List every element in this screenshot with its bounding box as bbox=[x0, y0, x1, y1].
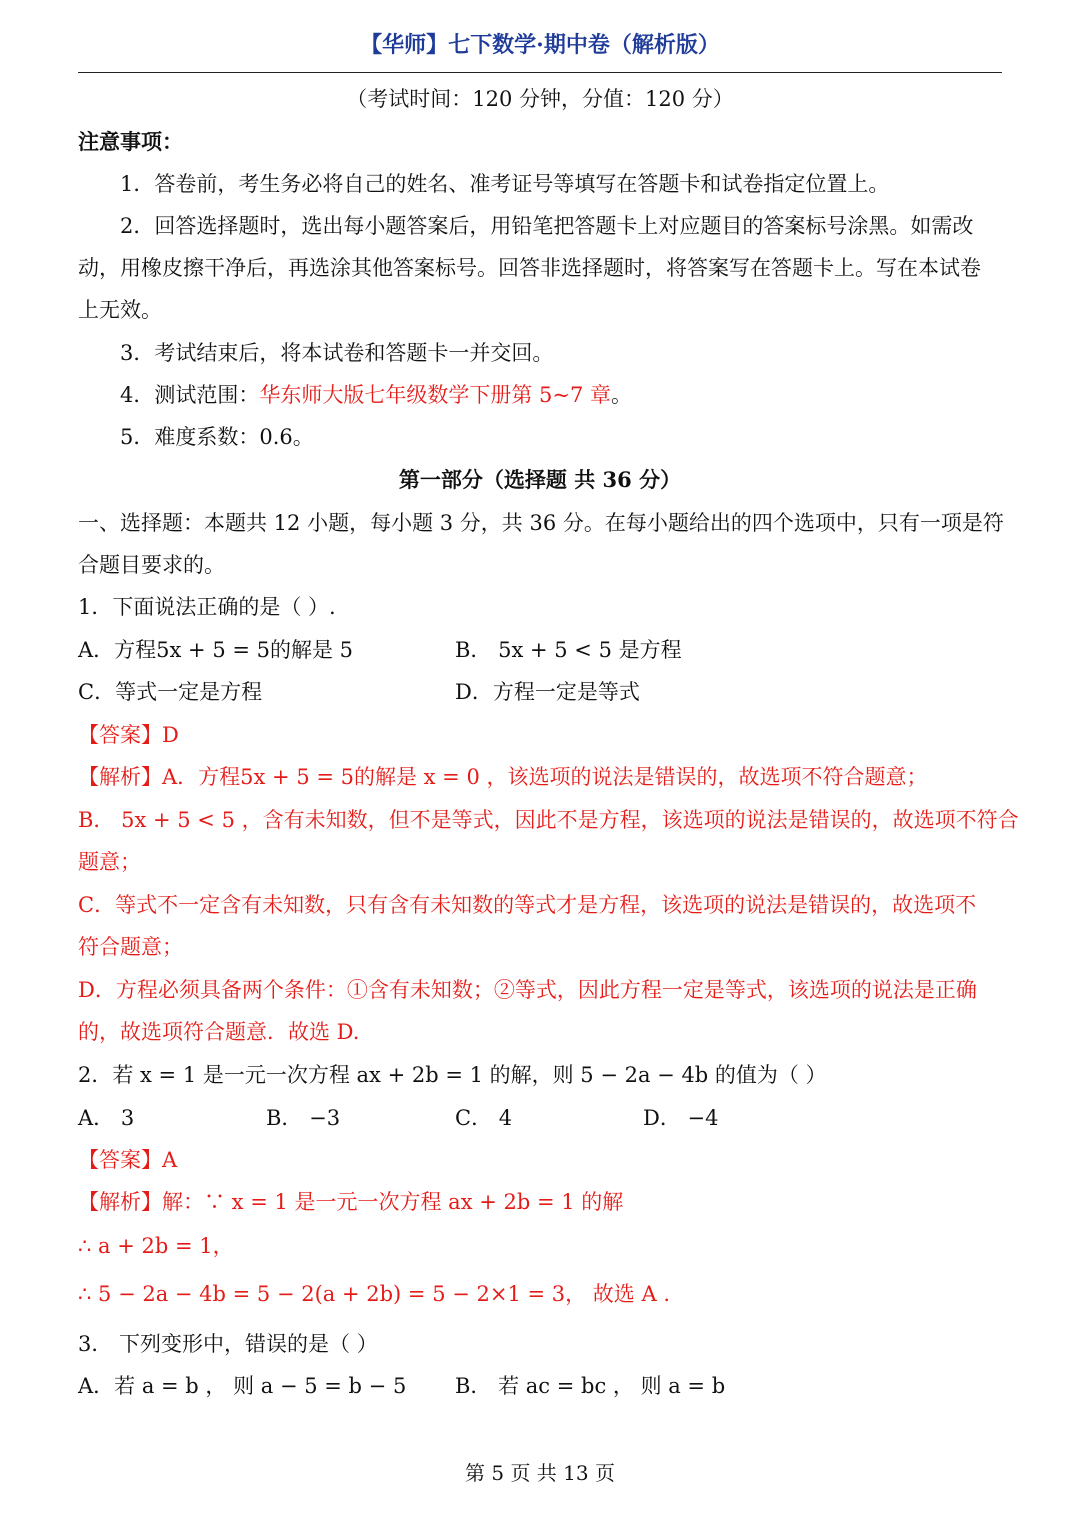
note-2-line-3: 上无效。 bbox=[78, 298, 162, 322]
note-4 bbox=[120, 380, 1002, 410]
note-5: 5．难度系数：0.6。 bbox=[120, 425, 314, 449]
q2-option-a: A． 3 bbox=[78, 1106, 135, 1130]
exam-info: （考试时间：120 分钟，分值：120 分） bbox=[346, 87, 734, 111]
q1-explanation-line-3: 题意； bbox=[78, 850, 141, 874]
notes-heading: 注意事项： bbox=[78, 129, 183, 154]
q1-answer: 【答案】D bbox=[78, 723, 179, 747]
q2-stem: 2．若 x = 1 是一元一次方程 ax + 2b = 1 的解，则 5 − 2a − 4b 的值为（ ） bbox=[78, 1063, 827, 1087]
q1-explanation-line-6: D．方程必须具备两个条件：①含有未知数；②等式，因此方程一定是等式，该选项的说法是正确 bbox=[78, 978, 977, 1002]
q3-stem: 3． 下列变形中，错误的是（ ） bbox=[78, 1332, 378, 1356]
note-1: 1．答卷前，考生务必将自己的姓名、准考证号等填写在答题卡和试卷指定位置上。 bbox=[120, 172, 890, 196]
q1-stem: 1．下面说法正确的是（ ）. bbox=[78, 595, 336, 619]
note-4-scope: 华东师大版七年级数学下册第 5~7 章 bbox=[259, 383, 612, 407]
q1-explanation-line-2: B． 5x + 5 < 5 ，含有未知数，但不是等式，因此不是方程，该选项的说法是错误的，故选项不符合 bbox=[78, 808, 1019, 832]
note-2-line-1: 2．回答选择题时，选出每小题答案后，用铅笔把答题卡上对应题目的答案标号涂黑。如需改 bbox=[120, 214, 974, 238]
q1-explanation-line-4: C．等式不一定含有未知数，只有含有未知数的等式才是方程，该选项的说法是错误的，故选项不 bbox=[78, 893, 977, 917]
q2-answer: 【答案】A bbox=[78, 1148, 178, 1172]
header-divider bbox=[78, 72, 1002, 73]
q3-option-a: A．若 a = b ， 则 a − 5 = b − 5 bbox=[78, 1374, 407, 1398]
note-4-suffix: 。 bbox=[611, 383, 633, 407]
q1-explanation-line-7: 的，故选项符合题意．故选 D. bbox=[78, 1020, 360, 1044]
q2-option-d: D． −4 bbox=[643, 1106, 719, 1130]
part1-intro-line-2: 合题目要求的。 bbox=[78, 553, 225, 577]
q2-explanation-line-3: ∴ 5 − 2a − 4b = 5 − 2(a + 2b) = 5 − 2×1 = 3， 故选 A . bbox=[78, 1282, 670, 1306]
q3-option-b: B． 若 ac = bc ， 则 a = b bbox=[455, 1374, 726, 1398]
q1-explanation-line-5: 符合题意； bbox=[78, 935, 183, 959]
q2-explanation-line-2: ∴ a + 2b = 1， bbox=[78, 1234, 234, 1258]
page-footer: 第 5 页 共 13 页 bbox=[465, 1461, 615, 1485]
q1-option-d: D．方程一定是等式 bbox=[455, 680, 640, 704]
page-header-title: 【华师】七下数学·期中卷（解析版） bbox=[360, 32, 720, 58]
part1-intro-line-1: 一、选择题：本题共 12 小题，每小题 3 分，共 36 分。在每小题给出的四个选项中，只有一项是符 bbox=[78, 511, 1004, 535]
q1-option-a: A．方程5x + 5 = 5的解是 5 bbox=[78, 638, 354, 662]
q1-explanation-line-1: 【解析】A．方程5x + 5 = 5的解是 x = 0 ，该选项的说法是错误的，故选项不符合题意； bbox=[78, 765, 928, 789]
q2-explanation-line-1: 【解析】解：∵ x = 1 是一元一次方程 ax + 2b = 1 的解 bbox=[78, 1190, 624, 1214]
note-3: 3．考试结束后，将本试卷和答题卡一并交回。 bbox=[120, 341, 554, 365]
note-4-prefix: 4．测试范围： bbox=[120, 383, 260, 407]
note-2-line-2: 动，用橡皮擦干净后，再选涂其他答案标号。回答非选择题时，将答案写在答题卡上。写在本试卷 bbox=[78, 256, 981, 280]
part1-title: 第一部分（选择题 共 36 分） bbox=[398, 467, 682, 492]
q1-option-c: C．等式一定是方程 bbox=[78, 680, 263, 704]
q2-option-c: C． 4 bbox=[455, 1106, 513, 1130]
q2-option-b: B． −3 bbox=[266, 1106, 341, 1130]
q1-option-b: B． 5x + 5 < 5 是方程 bbox=[455, 638, 682, 662]
